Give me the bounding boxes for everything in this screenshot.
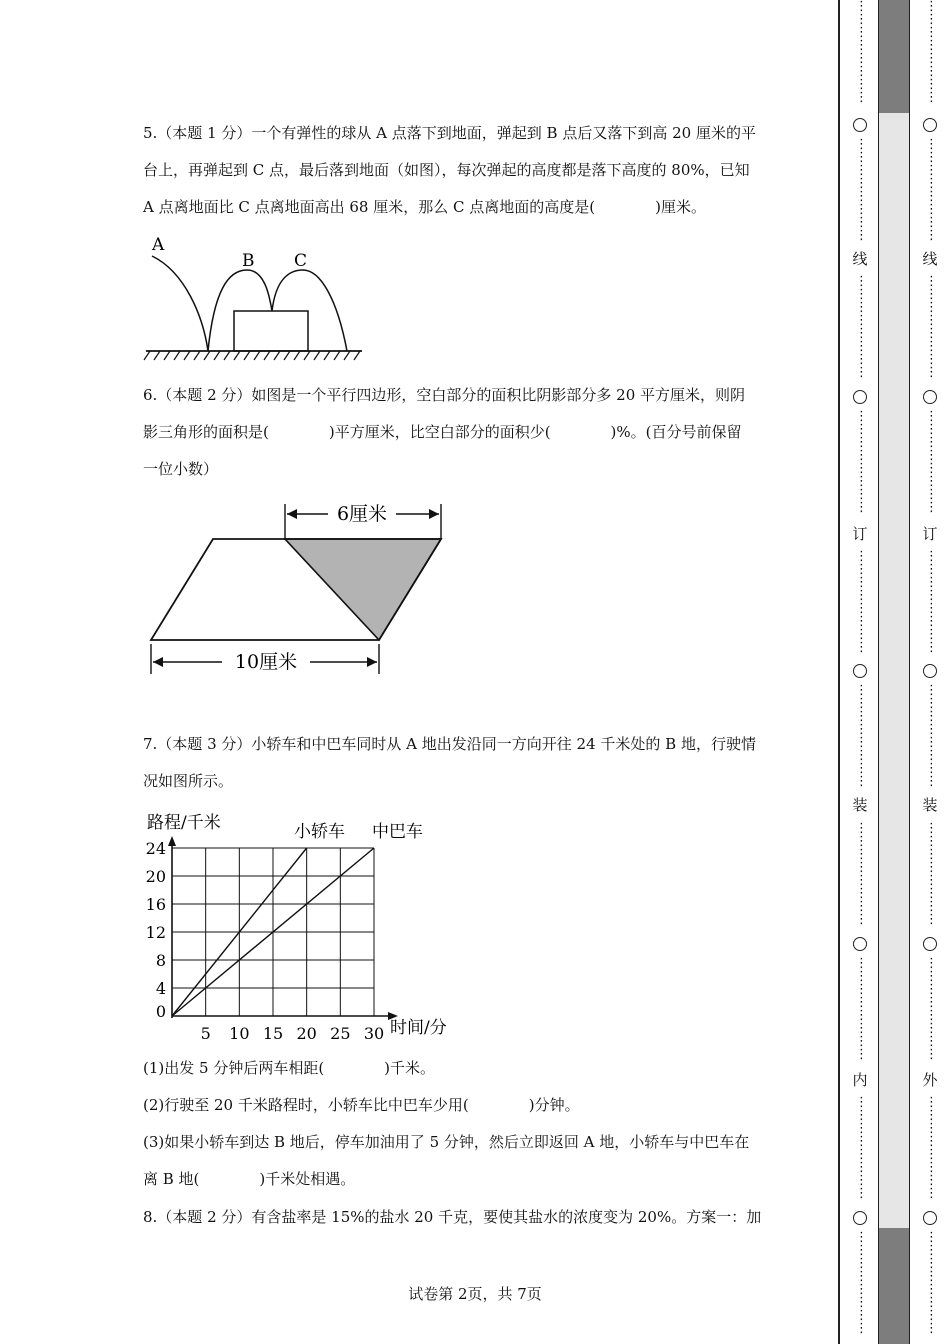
q5-line1: 5.（本题 1 分）一个有弹性的球从 A 点落下到地面，弹起到 B 点后又落下到高 20 厘米的平 <box>143 124 756 142</box>
q5-label-b: B <box>242 251 255 271</box>
binding-circle <box>923 118 937 132</box>
binding-circle <box>923 937 937 951</box>
binding-strip <box>878 0 910 1344</box>
q6-line3: 一位小数） <box>143 460 219 478</box>
q7-x-axis-label: 时间/分 <box>390 1018 447 1038</box>
binding-mark-ding-outer: 订 <box>922 525 938 543</box>
chart-x-tick-label: 30 <box>363 1024 385 1042</box>
q6-top-label: 6厘米 <box>336 503 388 525</box>
q7-distance-time-chart <box>140 806 470 1042</box>
q6-shaded-triangle <box>285 539 441 640</box>
binding-circle <box>853 390 867 404</box>
q5-label-c: C <box>294 251 308 271</box>
q7-sub1: (1)出发 5 分钟后两车相距( )千米。 <box>143 1059 436 1077</box>
binding-mark-wai: 外 <box>922 1071 938 1089</box>
binding-circle <box>853 118 867 132</box>
binding-mark-ding: 订 <box>852 525 868 543</box>
q7-legend-bus: 中巴车 <box>372 822 423 842</box>
q5-ground-hatch <box>144 351 360 360</box>
q5-line2: 台上，再弹起到 C 点，最后落到地面（如图），每次弹起的高度都是落下高度的 80%，已知 <box>143 161 750 179</box>
binding-strip-dark-top <box>879 0 909 113</box>
chart-x-tick-label: 15 <box>262 1024 284 1042</box>
q5-trajectory <box>152 256 347 351</box>
q6-parallelogram-figure <box>140 496 460 686</box>
binding-margin: ⋮ ⋮ ⋮ ⋮ ⋮ ⋮ ⋮ ⋮ ⋮ ⋮ ⋮ ⋮ ⋮ ⋮ ⋮ ⋮ 线 ⋮ ⋮ ⋮ ⋮ ⋮ ⋮ ⋮ ⋮ ⋮ ⋮ ⋮ ⋮ ⋮ ⋮ ⋮ ⋮ 订 ⋮ ⋮ ⋮ ⋮ ⋮ ⋮ ⋮ ⋮ ⋮ ⋮ ⋮ ⋮ ⋮ ⋮ ⋮ ⋮ 装 ⋮ ⋮ ⋮ ⋮ ⋮ ⋮ ⋮ ⋮ ⋮ ⋮ ⋮ ⋮ ⋮ ⋮ ⋮ ⋮ 内 ⋮ ⋮ ⋮ ⋮ ⋮ ⋮ ⋮ ⋮ ⋮ ⋮ ⋮ ⋮ ⋮ ⋮ ⋮ ⋮ ⋮ ⋮ ⋮ ⋮ ⋮ ⋮ ⋮ ⋮ ⋮ ⋮ ⋮ ⋮ ⋮ ⋮ ⋮ ⋮ 线 ⋮ ⋮ ⋮ ⋮ ⋮ ⋮ ⋮ ⋮ ⋮ ⋮ ⋮ ⋮ ⋮ ⋮ ⋮ ⋮ 订 ⋮ ⋮ ⋮ ⋮ ⋮ ⋮ ⋮ ⋮ ⋮ ⋮ ⋮ ⋮ ⋮ ⋮ ⋮ ⋮ 装 ⋮ ⋮ ⋮ ⋮ ⋮ ⋮ ⋮ ⋮ ⋮ ⋮ ⋮ ⋮ ⋮ ⋮ ⋮ ⋮ 外 ⋮ ⋮ ⋮ ⋮ ⋮ ⋮ ⋮ ⋮ ⋮ ⋮ ⋮ ⋮ ⋮ ⋮ ⋮ ⋮ <box>836 0 950 1344</box>
q6-arrow-right-top <box>429 509 439 519</box>
binding-circle <box>853 664 867 678</box>
q7-line2: 况如图所示。 <box>143 772 234 790</box>
chart-x-tick-label: 25 <box>330 1024 351 1042</box>
chart-y-tick-label: 16 <box>145 895 166 914</box>
q5-platform <box>234 311 308 351</box>
binding-circle <box>923 664 937 678</box>
binding-circle <box>923 390 937 404</box>
chart-x-tick-label: 10 <box>229 1024 250 1042</box>
q5-label-a: A <box>152 235 165 255</box>
chart-y-tick-label: 0 <box>155 1002 166 1021</box>
chart-y-tick-label: 12 <box>145 923 166 942</box>
chart-x-tick-label: 5 <box>200 1024 211 1042</box>
chart-y-tick-label: 24 <box>145 839 166 858</box>
binding-circle <box>923 1211 937 1225</box>
binding-mark-zhuang: 装 <box>852 796 868 814</box>
q7-y-axis-arrow <box>168 836 176 846</box>
chart-y-tick-label: 20 <box>145 867 166 886</box>
q6-arrow-left-bottom <box>153 657 163 667</box>
binding-mark-nei: 内 <box>852 1071 868 1089</box>
q7-y-axis-label: 路程/千米 <box>147 813 221 833</box>
q6-bottom-label: 10厘米 <box>234 651 298 673</box>
binding-circle <box>853 1211 867 1225</box>
q6-line2: 影三角形的面积是( )平方厘米，比空白部分的面积少( )%。(百分号前保留 <box>143 423 742 441</box>
page-footer: 试卷第 2页，共 7页 <box>408 1285 542 1303</box>
binding-mark-xian: 线 <box>852 250 868 268</box>
q7-legend-car: 小轿车 <box>294 822 345 842</box>
q5-ball-figure <box>140 228 370 368</box>
binding-mark-zhuang-outer: 装 <box>922 796 938 814</box>
q7-line1: 7.（本题 3 分）小轿车和中巴车同时从 A 地出发沿同一方向开往 24 千米处的 B 地，行驶情 <box>143 735 756 753</box>
binding-circle <box>853 937 867 951</box>
chart-y-tick-label: 8 <box>155 951 166 970</box>
q7-sub2: (2)行驶至 20 千米路程时，小轿车比中巴车少用( )分钟。 <box>143 1096 580 1114</box>
q6-arrow-right-bottom <box>367 657 377 667</box>
chart-y-tick-label: 4 <box>155 979 166 998</box>
q6-line1: 6.（本题 2 分）如图是一个平行四边形，空白部分的面积比阴影部分多 20 平方厘米，则阴 <box>143 386 746 404</box>
q6-arrow-left-top <box>287 509 297 519</box>
binding-left-border <box>838 0 840 1344</box>
q7-sub3-line1: (3)如果小轿车到达 B 地后，停车加油用了 5 分钟，然后立即返回 A 地，小轿车与中巴车在 <box>143 1133 750 1151</box>
q5-line3: A 点离地面比 C 点离地面高出 68 厘米，那么 C 点离地面的高度是( )厘米。 <box>143 198 706 216</box>
q7-sub3-line2: 离 B 地( )千米处相遇。 <box>143 1170 356 1188</box>
binding-strip-dark-bottom <box>879 1228 909 1344</box>
q8-line1: 8.（本题 2 分）有含盐率是 15%的盐水 20 千克，要使其盐水的浓度变为 20%。方案一：加 <box>143 1208 762 1226</box>
chart-x-tick-label: 20 <box>296 1024 317 1042</box>
binding-mark-xian-outer: 线 <box>922 250 938 268</box>
